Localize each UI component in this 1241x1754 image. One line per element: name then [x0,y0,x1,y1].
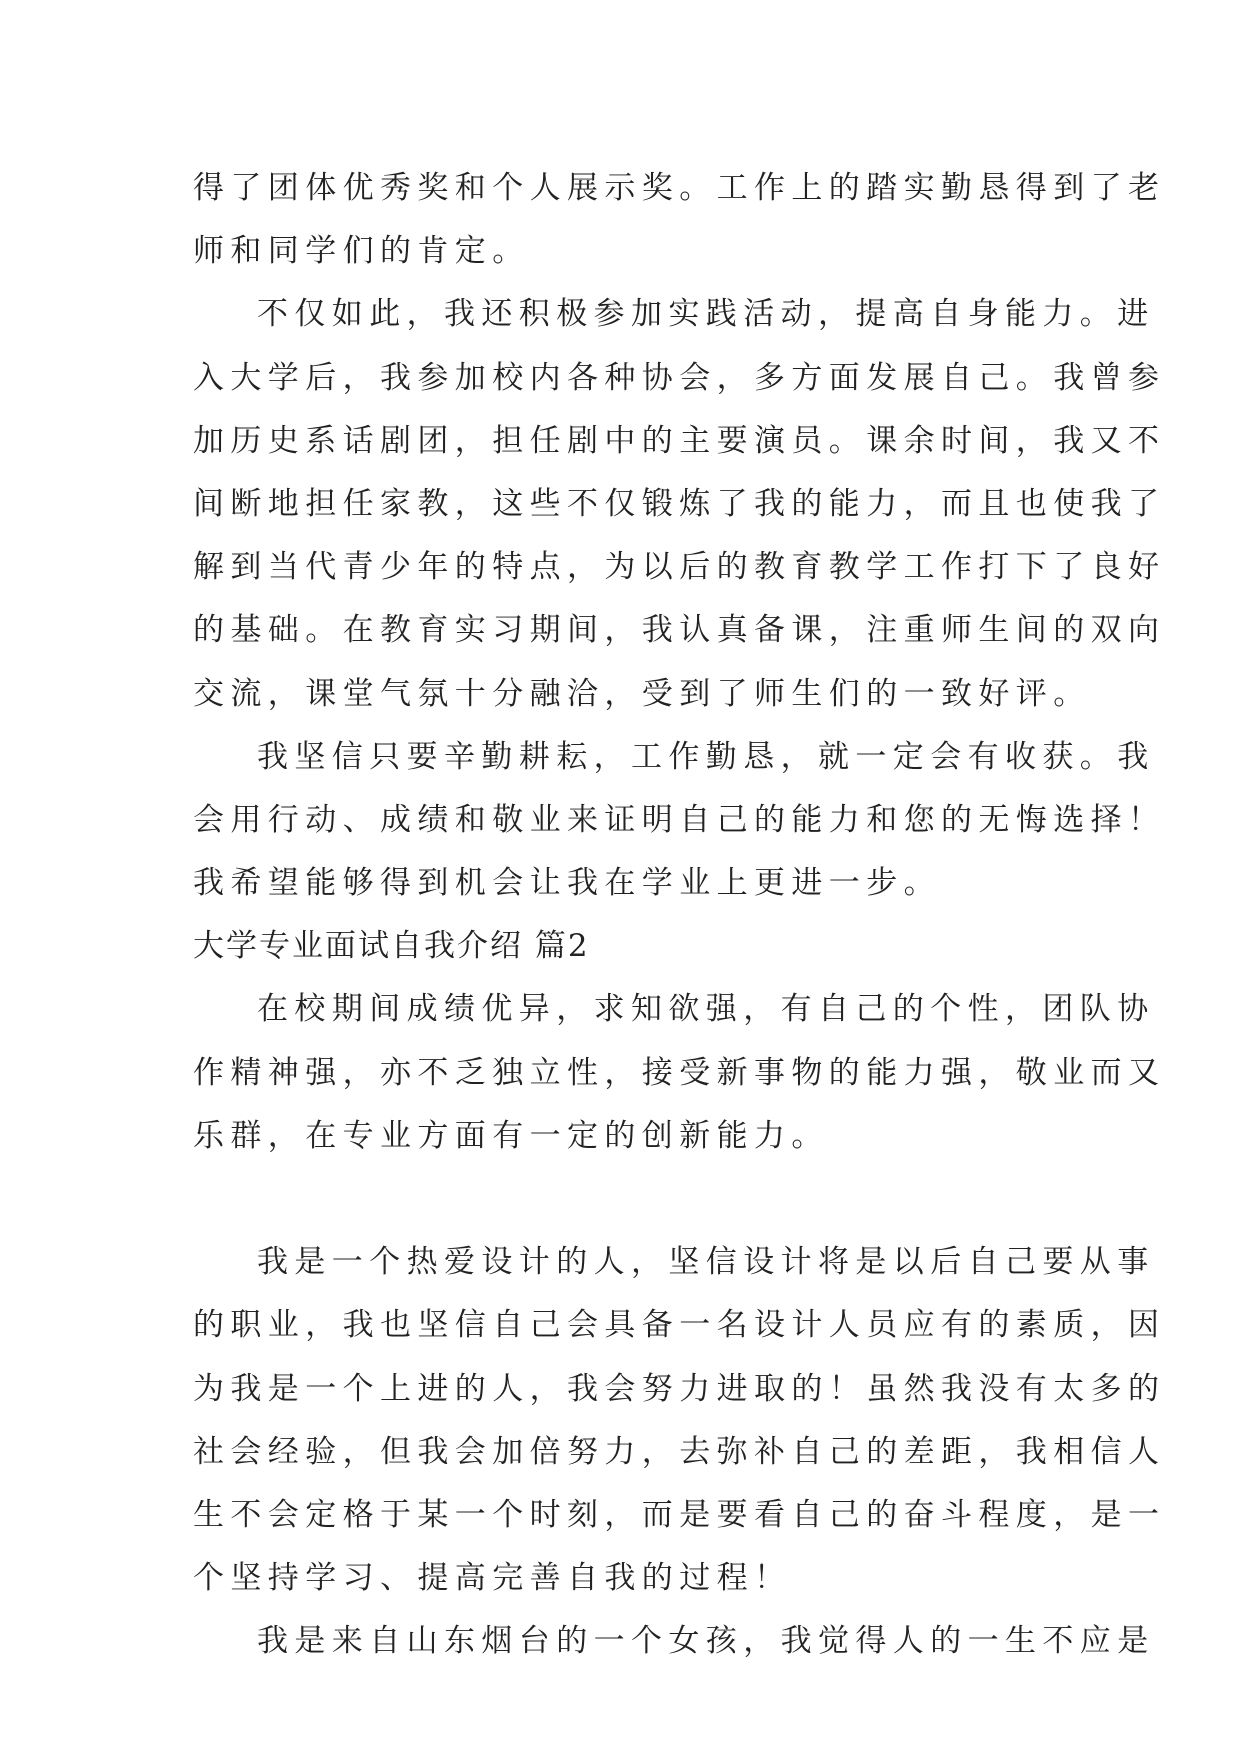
paragraph [193,1610,1155,1673]
paragraph [193,978,1166,1168]
text-line: 作精神强，亦不乏独立性，接受新事物的能力强，敬业而又 [193,1054,1166,1091]
text-line: 间断地担任家教，这些不仅锻炼了我的能力，而且也使我了 [193,485,1166,522]
text-line: 得了团体优秀奖和个人展示奖。工作上的踏实勤恳得到了老 [193,170,1166,206]
text-line: 入大学后，我参加校内各种协会，多方面发展自己。我曾参 [193,359,1166,396]
text-line: 个坚持学习、提高完善自我的过程！ [193,1560,792,1597]
paragraph [193,283,1166,725]
text-line: 我是来自山东烟台的一个女孩，我觉得人的一生不应是 [257,1623,1155,1660]
text-line: 的基础。在教育实习期间，我认真备课，注重师生间的双向 [193,612,1166,649]
text-line: 加历史系话剧团，担任剧中的主要演员。课余时间，我又不 [193,422,1166,459]
text-line: 社会经验，但我会加倍努力，去弥补自己的差距，我相信人 [193,1433,1166,1470]
text-line: 在校期间成绩优异，求知欲强，有自己的个性，团队协 [257,991,1155,1028]
text-line: 乐群，在专业方面有一定的创新能力。 [193,1117,829,1154]
text-line: 生不会定格于某一个时刻，而是要看自己的奋斗程度，是一 [193,1496,1166,1533]
text-line: 的职业，我也坚信自己会具备一名设计人员应有的素质，因 [193,1307,1166,1344]
text-line: 我是一个热爱设计的人，坚信设计将是以后自己要从事 [257,1244,1155,1281]
paragraph [193,1231,1166,1610]
text-line: 不仅如此，我还积极参加实践活动，提高自身能力。进 [257,296,1155,333]
text-line: 师和同学们的肯定。 [193,233,530,270]
text-line: 我希望能够得到机会让我在学业上更进一步。 [193,865,941,902]
text-line: 解到当代青少年的特点，为以后的教育教学工作打下了良好 [193,549,1166,586]
text-line: 交流，课堂气氛十分融洽，受到了师生们的一致好评。 [193,675,1091,712]
paragraph [193,157,1166,283]
document-body [193,157,1166,1674]
paragraph [193,726,1166,916]
text-line: 我坚信只要辛勤耕耘，工作勤恳，就一定会有收获。我 [257,738,1155,775]
text-line: 会用行动、成绩和敬业来证明自己的能力和您的无悔选择！ [193,801,1166,838]
section-heading: 大学专业面试自我介绍 篇2 [193,928,590,965]
text-line: 为我是一个上进的人，我会努力进取的！虽然我没有太多的 [193,1370,1166,1407]
blank-line [193,1168,1053,1231]
